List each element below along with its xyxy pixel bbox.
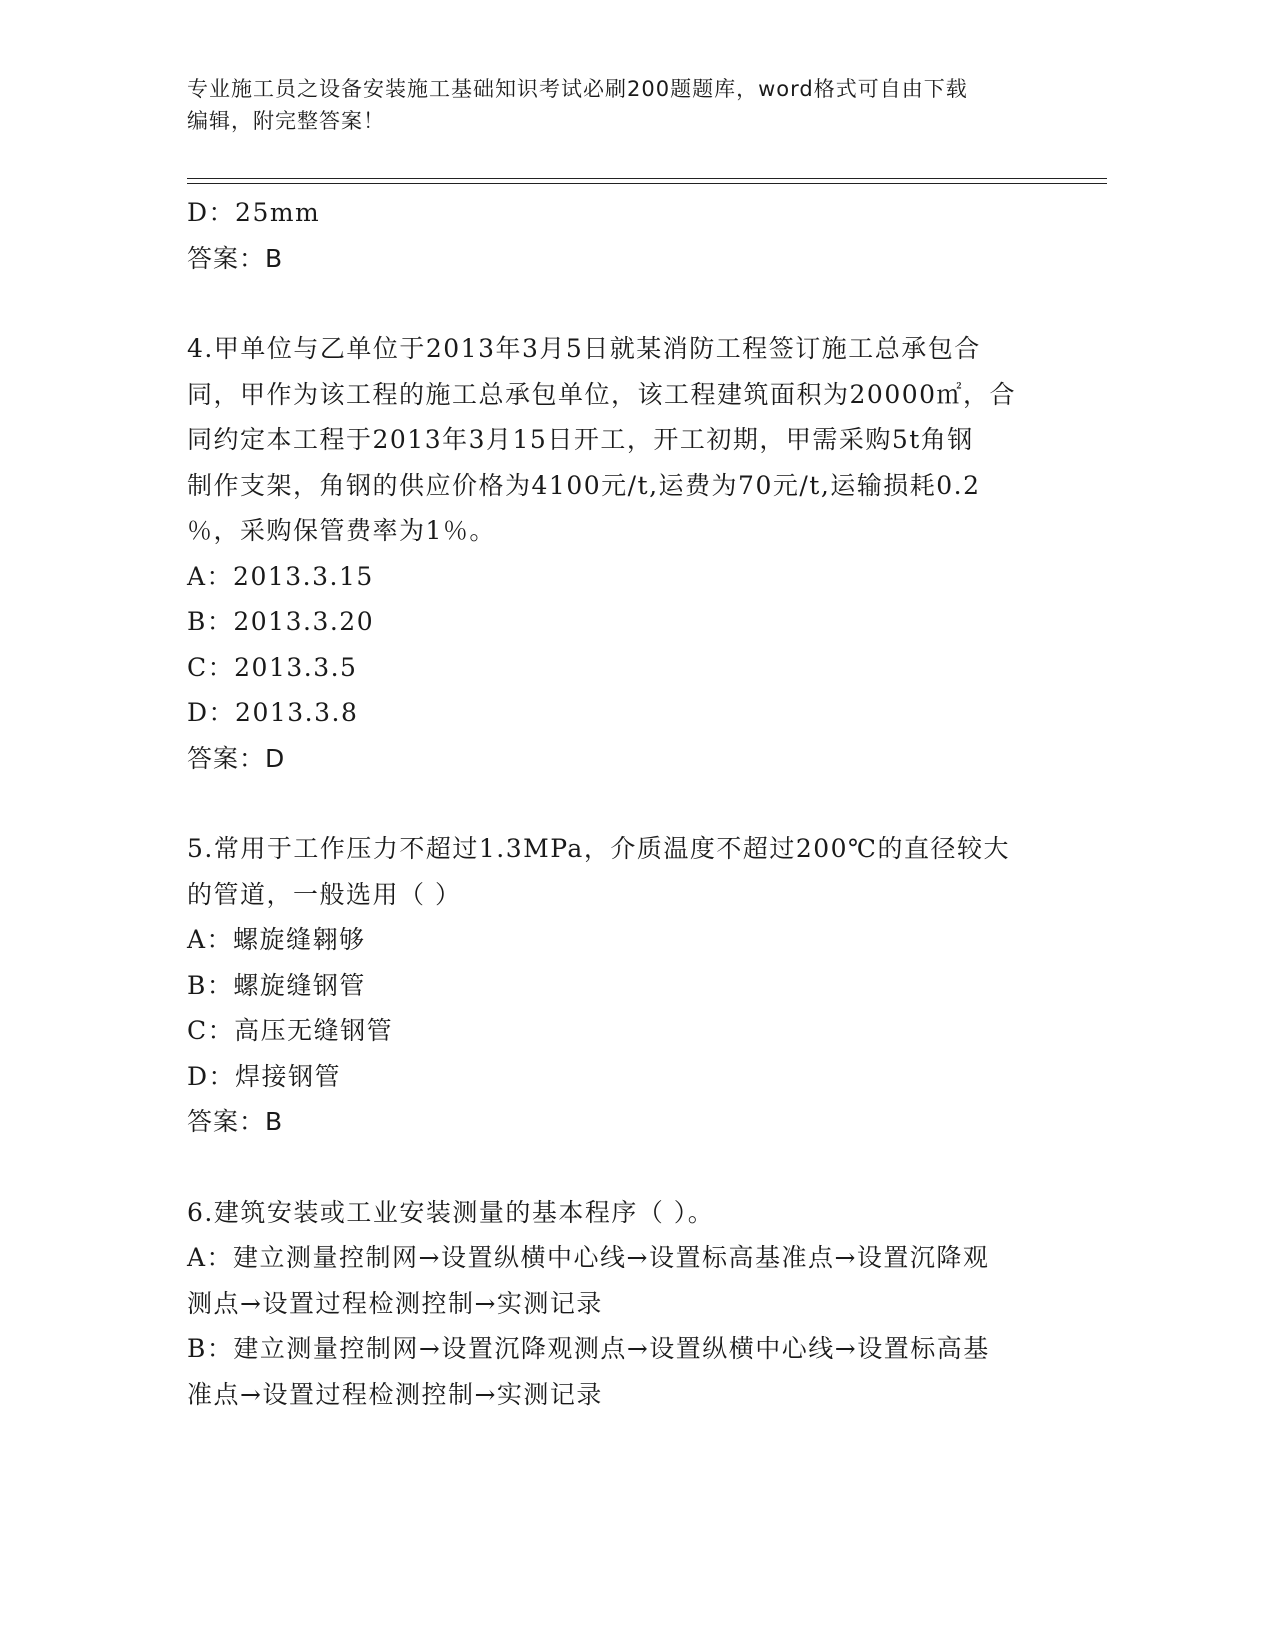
option-b: B：螺旋缝钢管: [187, 970, 366, 1000]
question-text-line: 同约定本工程于2013年3月15日开工，开工初期，甲需采购5t角钢: [187, 425, 974, 454]
question-4: [187, 326, 1087, 781]
option-d: D：焊接钢管: [187, 1061, 342, 1091]
question-text-line: ％，采购保管费率为1％。: [187, 516, 496, 545]
answer: 答案：B: [187, 243, 284, 273]
header-divider-top: [187, 178, 1107, 179]
spacer: [187, 281, 1087, 326]
option-d: D：25mm: [187, 198, 321, 227]
question-text-line: 5.常用于工作压力不超过1.3MPa，介质温度不超过200℃的直径较大: [187, 834, 1010, 863]
header-divider-bottom: [187, 183, 1107, 184]
option-b-continued: 准点→设置过程检测控制→实测记录: [187, 1379, 603, 1409]
document-body: [187, 190, 1087, 1417]
option-b: B：2013.3.20: [187, 607, 375, 636]
option-a-continued: 测点→设置过程检测控制→实测记录: [187, 1288, 603, 1318]
question-text-line: 制作支架，角钢的供应价格为4100元/t,运费为70元/t,运输损耗0.2: [187, 470, 981, 500]
spacer: [187, 1145, 1087, 1190]
option-a: A：2013.3.15: [187, 561, 374, 591]
question-text-line: 6.建筑安装或工业安装测量的基本程序（ ）。: [187, 1197, 715, 1227]
spacer: [187, 781, 1087, 826]
answer: 答案：B: [187, 1107, 284, 1136]
option-c: C：2013.3.5: [187, 652, 358, 682]
question-6: [187, 1190, 1087, 1418]
header-line-1: 专业施工员之设备安装施工基础知识考试必刷200题题库，word格式可自由下载: [187, 77, 968, 101]
answer: 答案：D: [187, 743, 286, 773]
option-a: A：螺旋缝翱够: [187, 925, 366, 954]
option-c: C：高压无缝钢管: [187, 1016, 394, 1045]
question-5: [187, 826, 1087, 1145]
option-a: A：建立测量控制网→设置纵横中心线→设置标高基准点→设置沉降观: [187, 1243, 990, 1272]
document-header: [187, 73, 1087, 137]
header-line-2: 编辑，附完整答案！: [187, 109, 385, 133]
previous-question-tail: [187, 190, 1087, 281]
question-text-line: 的管道，一般选用（ ）: [187, 879, 462, 909]
option-d: D：2013.3.8: [187, 698, 359, 727]
option-b: B：建立测量控制网→设置沉降观测点→设置纵横中心线→设置标高基: [187, 1334, 990, 1363]
question-text-line: 4.甲单位与乙单位于2013年3月5日就某消防工程签订施工总承包合: [187, 334, 981, 363]
question-text-line: 同，甲作为该工程的施工总承包单位，该工程建筑面积为20000㎡，合: [187, 379, 1017, 409]
